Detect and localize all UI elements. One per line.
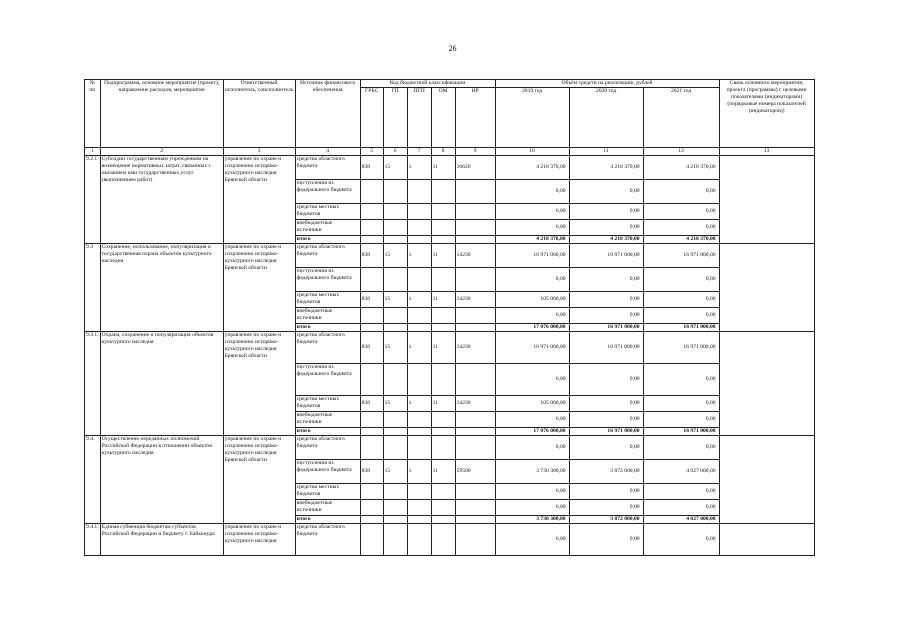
- cell-2020: 0,00: [569, 204, 643, 220]
- cell-2019: 0,00: [495, 268, 569, 292]
- source-label: поступления из федерального бюджета: [295, 180, 360, 204]
- cell-2021: 0,00: [643, 308, 719, 324]
- page-number: 26: [448, 44, 457, 53]
- column-number: 4: [295, 148, 360, 156]
- cell-2019: 17 076 000,00: [495, 324, 569, 332]
- row-executor: управление по охране и сохранению историко-культурного наследия Брянской области: [223, 244, 295, 332]
- cell-pgp: 1: [407, 332, 431, 364]
- cell-om: 11: [431, 332, 455, 364]
- cell-2021: 0,00: [643, 500, 719, 516]
- cell-grbs: 838: [360, 244, 383, 268]
- header-executor: Ответственный исполнитель, соисполнитель: [223, 80, 295, 148]
- cell-om: 11: [431, 244, 455, 268]
- source-label: внебюджетные источники: [295, 500, 360, 516]
- cell-grbs: 838: [360, 460, 383, 484]
- cell-2019: 17 076 000,00: [495, 428, 569, 436]
- table-row: [85, 524, 815, 556]
- header-link: Связь основного мероприятия, проекта (программы) с целевыми показателями (индикаторами) (порядковые номера показателей (индикаторов)): [719, 80, 814, 148]
- source-label: средства областного бюджета: [295, 332, 360, 364]
- cell-2019: 0,00: [495, 436, 569, 460]
- cell-2020: 4 218 370,00: [569, 156, 643, 180]
- cell-2021: 4 027 000,00: [643, 460, 719, 484]
- cell-2020: 0,00: [569, 484, 643, 500]
- column-number: 11: [569, 148, 643, 156]
- cell-2021: 16 971 000,00: [643, 428, 719, 436]
- header-2019: 2019 год: [495, 88, 569, 148]
- cell-2021: 16 971 000,00: [643, 244, 719, 268]
- cell-2021: 16 971 000,00: [643, 324, 719, 332]
- cell-2020: 16 971 000,00: [569, 324, 643, 332]
- header-2020: 2020 год: [569, 88, 643, 148]
- row-number: 9.4.1.: [85, 524, 101, 556]
- cell-gp: 15: [383, 460, 407, 484]
- cell-2020: 16 971 000,00: [569, 244, 643, 268]
- row-name: Субсидии государственным учреждениям на возмещение нормативных затрат, связанных с оказанием ими государственных услуг (выполнением работ): [100, 156, 223, 244]
- source-label: средства областного бюджета: [295, 244, 360, 268]
- row-executor: управление по охране и сохранению историко-культурного наследия Брянской области: [223, 332, 295, 436]
- column-number: 12: [643, 148, 719, 156]
- cell-2021: 0,00: [643, 220, 719, 236]
- row-executor: управление по охране и сохранению историко-культурного наследия: [223, 524, 295, 556]
- cell-2019: 0,00: [495, 220, 569, 236]
- column-number: 2: [100, 148, 223, 156]
- cell-2019: 105 000,00: [495, 396, 569, 412]
- cell-2021: 0,00: [643, 436, 719, 460]
- row-name: Сохранение, использование, популяризация и государственная охрана объектов культурного наследия: [100, 244, 223, 332]
- cell-2019: 0,00: [495, 180, 569, 204]
- header-np: НР: [455, 88, 495, 148]
- cell-link: [719, 436, 814, 524]
- cell-grbs: 838: [360, 292, 383, 308]
- cell-pgp: 1: [407, 396, 431, 412]
- cell-link: [719, 244, 814, 332]
- cell-2020: 0,00: [569, 412, 643, 428]
- cell-np: 14230: [455, 292, 495, 308]
- row-name: Осуществление переданных полномочий Российской Федерации в отношении объектов культурного наследия: [100, 436, 223, 524]
- source-label: внебюджетные источники: [295, 308, 360, 324]
- header-name: Подпрограмма, основное мероприятие (проект), направление расходов, мероприятие: [100, 80, 223, 148]
- cell-om: 11: [431, 156, 455, 180]
- cell-2021: 0,00: [643, 524, 719, 556]
- source-label: поступления из федерального бюджета: [295, 268, 360, 292]
- cell-link: [719, 332, 814, 436]
- cell-2020: 0,00: [569, 364, 643, 396]
- cell-2021: 4 218 370,00: [643, 236, 719, 244]
- cell-2020: 4 218 370,00: [569, 236, 643, 244]
- cell-2019: 3 730 300,00: [495, 460, 569, 484]
- cell-pgp: 1: [407, 156, 431, 180]
- cell-2020: 0,00: [569, 268, 643, 292]
- header-grbs: ГРБС: [360, 88, 383, 148]
- source-label: итого: [295, 324, 360, 332]
- cell-np: 14230: [455, 396, 495, 412]
- cell-2021: 0,00: [643, 204, 719, 220]
- cell-2019: 105 000,00: [495, 292, 569, 308]
- cell-2021: 0,00: [643, 292, 719, 308]
- source-label: средства местных бюджетов: [295, 292, 360, 308]
- table-row: [85, 436, 815, 460]
- cell-gp: 15: [383, 332, 407, 364]
- cell-grbs: 838: [360, 396, 383, 412]
- header-no: № пп: [85, 80, 101, 148]
- cell-2021: 4 218 370,00: [643, 156, 719, 180]
- header-om: ОМ: [431, 88, 455, 148]
- cell-2020: 0,00: [569, 292, 643, 308]
- source-label: средства местных бюджетов: [295, 484, 360, 500]
- cell-grbs: 838: [360, 332, 383, 364]
- row-name: Охрана, сохранение и популяризация объектов культурного наследия: [100, 332, 223, 436]
- source-label: средства областного бюджета: [295, 156, 360, 180]
- row-number: 9.3.1.: [85, 332, 101, 436]
- cell-2019: 0,00: [495, 204, 569, 220]
- cell-2019: 0,00: [495, 484, 569, 500]
- table-row: [85, 332, 815, 364]
- cell-2020: 3 872 000,00: [569, 516, 643, 524]
- table-row: [85, 244, 815, 268]
- cell-om: 11: [431, 292, 455, 308]
- column-number: 6: [383, 148, 407, 156]
- row-number: 9.2.1.: [85, 156, 101, 244]
- column-number: 9: [455, 148, 495, 156]
- cell-np: 14230: [455, 332, 495, 364]
- cell-pgp: 1: [407, 292, 431, 308]
- cell-2020: 0,00: [569, 396, 643, 412]
- header-volume: Объём средств на реализацию, рублей: [495, 80, 719, 88]
- column-number: 8: [431, 148, 455, 156]
- cell-2020: 0,00: [569, 180, 643, 204]
- column-number: 7: [407, 148, 431, 156]
- row-name: Единая субвенция бюджетам субъектов Российской Федерации и бюджету г. Байконура: [100, 524, 223, 556]
- column-number: 13: [719, 148, 814, 156]
- cell-link: [719, 156, 814, 244]
- cell-gp: 15: [383, 396, 407, 412]
- source-label: внебюджетные источники: [295, 412, 360, 428]
- table-row: [85, 156, 815, 180]
- cell-gp: 15: [383, 292, 407, 308]
- source-label: итого: [295, 516, 360, 524]
- source-label: средства областного бюджета: [295, 436, 360, 460]
- source-label: итого: [295, 236, 360, 244]
- cell-2019: 0,00: [495, 364, 569, 396]
- row-executor: управление по охране и сохранению историко-культурного наследия Брянской области: [223, 156, 295, 244]
- cell-2021: 0,00: [643, 484, 719, 500]
- cell-2019: 4 218 370,00: [495, 236, 569, 244]
- budget-table: [84, 79, 815, 556]
- row-executor: управление по охране и сохранению историко-культурного наследия Брянской области: [223, 436, 295, 524]
- cell-np: 10620: [455, 156, 495, 180]
- cell-2019: 0,00: [495, 524, 569, 556]
- cell-pgp: 1: [407, 244, 431, 268]
- column-number: 3: [223, 148, 295, 156]
- cell-2021: 4 027 000,00: [643, 516, 719, 524]
- column-number: 10: [495, 148, 569, 156]
- row-number: 9.4.: [85, 436, 101, 524]
- cell-2021: 0,00: [643, 180, 719, 204]
- cell-2020: 0,00: [569, 308, 643, 324]
- header-pgp: ПГП: [407, 88, 431, 148]
- header-gp: ГП: [383, 88, 407, 148]
- source-label: средства местных бюджетов: [295, 396, 360, 412]
- cell-2019: 0,00: [495, 308, 569, 324]
- row-number: 9.3: [85, 244, 101, 332]
- source-label: средства местных бюджетов: [295, 204, 360, 220]
- source-label: средства областного бюджета: [295, 524, 360, 556]
- cell-2021: 16 971 000,00: [643, 332, 719, 364]
- cell-gp: 15: [383, 244, 407, 268]
- cell-2020: 16 971 000,00: [569, 332, 643, 364]
- source-label: поступления из федерального бюджета: [295, 460, 360, 484]
- cell-om: 11: [431, 396, 455, 412]
- cell-pgp: 1: [407, 460, 431, 484]
- cell-2020: 0,00: [569, 500, 643, 516]
- cell-grbs: 838: [360, 156, 383, 180]
- cell-2020: 0,00: [569, 220, 643, 236]
- cell-2020: 16 971 000,00: [569, 428, 643, 436]
- cell-2021: 0,00: [643, 412, 719, 428]
- header-budget-code: Код бюджетной классификации: [360, 80, 495, 88]
- cell-2021: 0,00: [643, 268, 719, 292]
- cell-2020: 3 872 000,00: [569, 460, 643, 484]
- source-label: итого: [295, 428, 360, 436]
- cell-2019: 0,00: [495, 412, 569, 428]
- cell-link: [719, 524, 814, 556]
- column-number: 1: [85, 148, 101, 156]
- column-number: 5: [360, 148, 383, 156]
- header-2021: 2021 год: [643, 88, 719, 148]
- cell-2019: 16 971 000,00: [495, 244, 569, 268]
- cell-2019: 4 218 370,00: [495, 156, 569, 180]
- cell-np: 59500: [455, 460, 495, 484]
- cell-2020: 0,00: [569, 524, 643, 556]
- cell-om: 11: [431, 460, 455, 484]
- header-source: Источник финансового обеспечения: [295, 80, 360, 148]
- source-label: внебюджетные источники: [295, 220, 360, 236]
- source-label: поступления из федерального бюджета: [295, 364, 360, 396]
- cell-2021: 0,00: [643, 364, 719, 396]
- cell-2019: 0,00: [495, 500, 569, 516]
- cell-2021: 0,00: [643, 396, 719, 412]
- cell-2019: 16 971 000,00: [495, 332, 569, 364]
- cell-2019: 3 730 300,00: [495, 516, 569, 524]
- cell-2020: 0,00: [569, 436, 643, 460]
- cell-np: 14230: [455, 244, 495, 268]
- cell-gp: 15: [383, 156, 407, 180]
